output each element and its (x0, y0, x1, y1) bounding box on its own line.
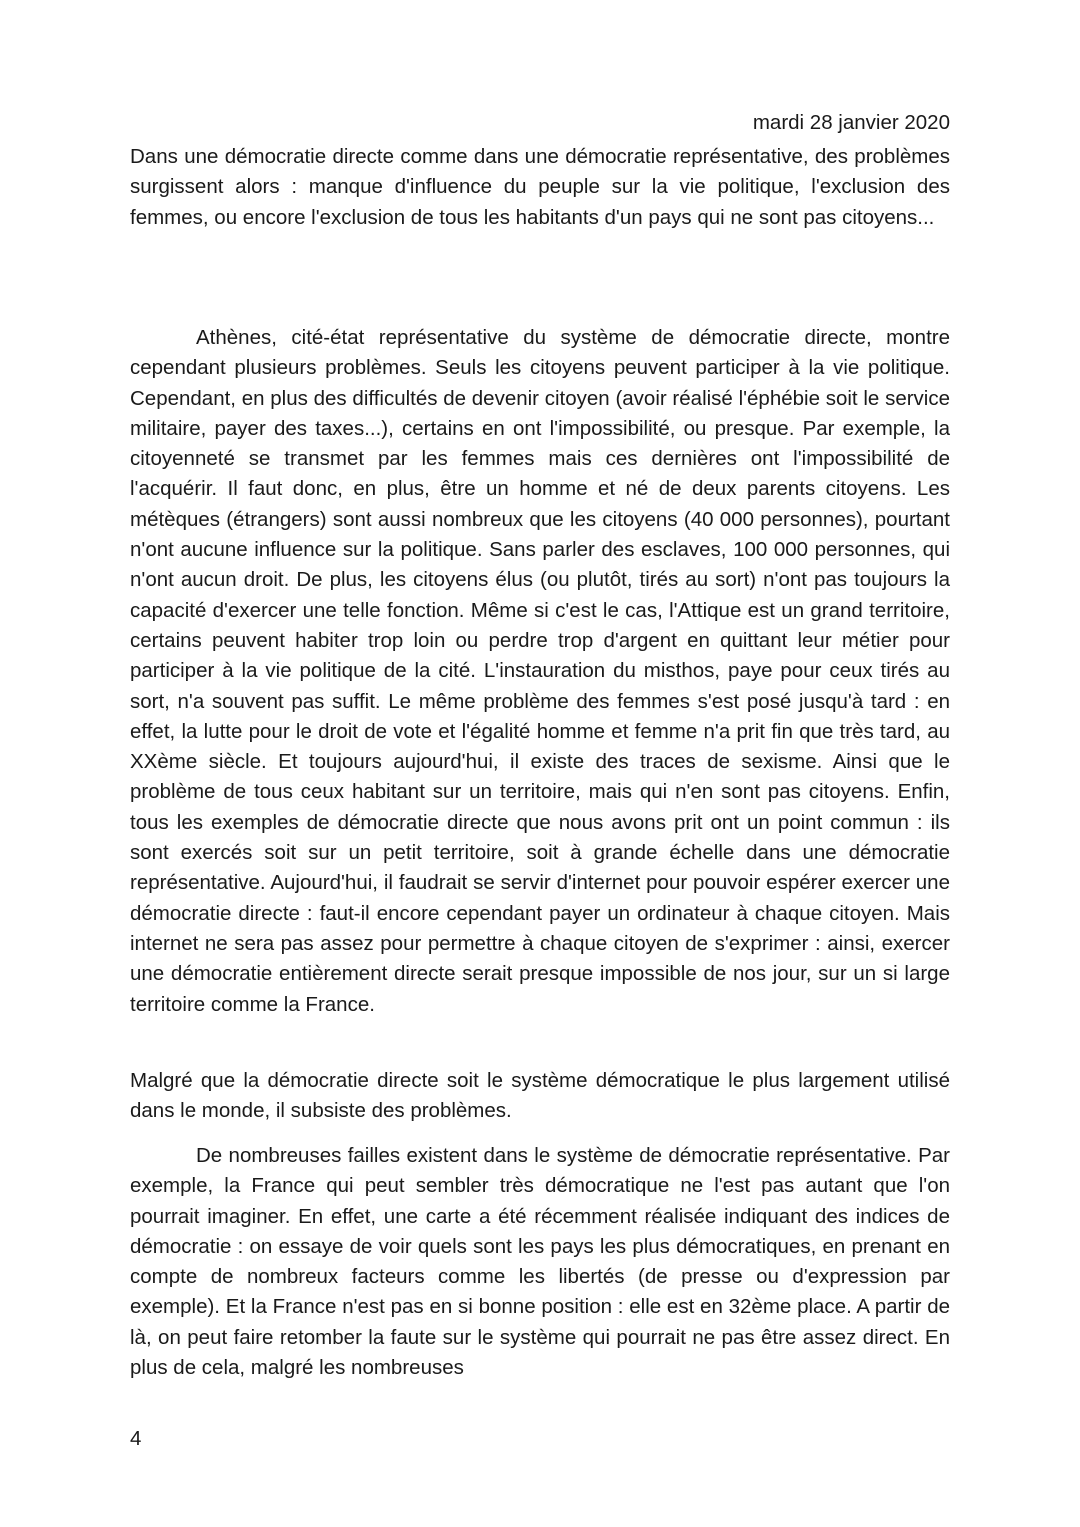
paragraph-representative: De nombreuses failles existent dans le système de démocratie représentative. Par exemple, la France qui peut sembler très démocratique ne l'est pas autant que l'on pourrait imaginer. En effet, une carte a été récemment réalisée indiquant des indices de démocratie : on essaye de voir quels sont les pays les plus démocratiques, en prenant en compte de nombreux facteurs comme les libertés (de presse ou d'expression par exemple). Et la France n'est pas en si bonne position : elle est en 32ème place. A partir de là, on peut faire retomber la faute sur le système qui pourrait ne pas être assez direct. En plus de cela, malgré les nombreuses (130, 1144, 950, 1380)
paragraph-intro: Dans une démocratie directe comme dans une démocratie représentative, des problèmes surgissent alors : manque d'influence du peuple sur la vie politique, l'exclusion des femmes, ou encore l'exclusion de tous les habitants d'un pays qui ne sont pas citoyens... (130, 145, 950, 229)
paragraph-transition: Malgré que la démocratie directe soit le système démocratique le plus largement utilisé dans le monde, il subsiste des problèmes. (130, 1069, 950, 1123)
header-date: mardi 28 janvier 2020 (752, 111, 950, 134)
page-number: 4 (130, 1427, 142, 1450)
paragraph-athenes: Athènes, cité-état représentative du système de démocratie directe, montre cependant plusieurs problèmes. Seuls les citoyens peuvent participer à la vie politique. Cependant, en plus des difficultés de devenir citoyen (avoir réalisé l'éphébie soit le service militaire, payer des taxes...), certains en ont l'impossibilité, ou presque. Par exemple, la citoyenneté se transmet par les femmes mais ces dernières ont l'impossibilité de l'acquérir. Il faut donc, en plus, être un homme et né de deux parents citoyens. Les métèques (étrangers) sont aussi nombreux que les citoyens (40 000 personnes), pourtant n'ont aucune influence sur la politique. Sans parler des esclaves, 100 000 personnes, qui n'ont aucun droit. De plus, les citoyens élus (ou plutôt, tirés au sort) n'ont pas toujours la capacité d'exercer une telle fonction. Même si c'est le cas, l'Attique est un grand territoire, certains peuvent habiter trop loin ou perdre trop d'argent en quittant leur métier pour participer à la vie politique de la cité. L'instauration du misthos, paye pour ceux tirés au sort, n'a souvent pas suffit. Le même problème des femmes s'est posé jusqu'à tard : en effet, la lutte pour le droit de vote et l'égalité homme et femme n'a prit fin que très tard, au XXème siècle. Et toujours aujourd'hui, il existe des traces de sexisme. Ainsi que le problème de tous ceux habitant sur un territoire, mais qui n'en sont pas citoyens. Enfin, tous les exemples de démocratie directe que nous avons prit ont un point commun : ils sont exercés soit sur un petit territoire, soit à grande échelle dans une démocratie représentative. Aujourd'hui, il faudrait se servir d'internet pour pouvoir espérer exercer une démocratie directe : faut-il encore cependant payer un ordinateur à chaque citoyen. Mais internet ne sera pas assez pour permettre à chaque citoyen de s'exprimer : ainsi, exercer une démocratie entièrement directe serait presque impossible de nos jour, sur un si large territoire comme la France. (130, 326, 950, 1016)
